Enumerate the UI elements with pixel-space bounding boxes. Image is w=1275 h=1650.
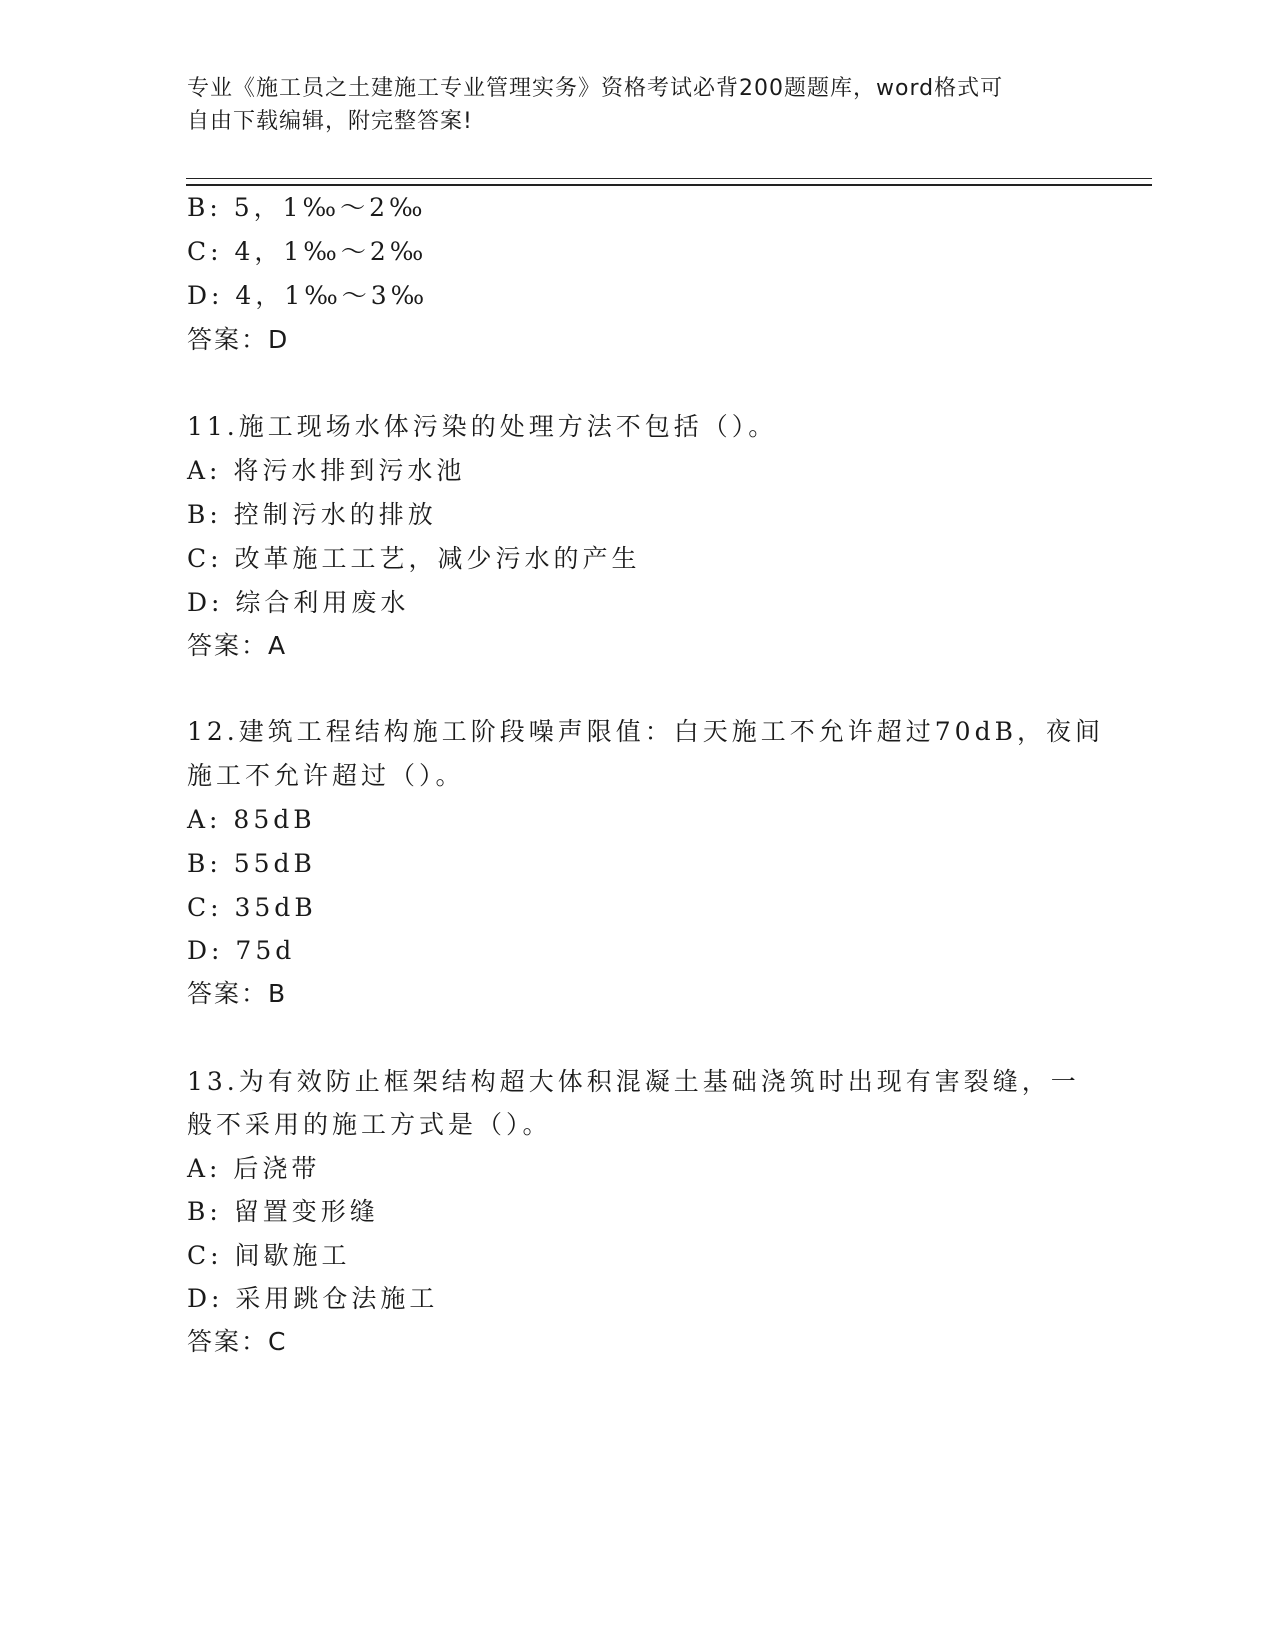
- q12-stem-line-1: 12.建筑工程结构施工阶段噪声限值：白天施工不允许超过70dB，夜间: [187, 717, 1104, 746]
- document-header: [187, 72, 1087, 138]
- q10-option-d: D: 4，1‰～3‰: [187, 281, 429, 310]
- q13-option-d: D: 采用跳仓法施工: [187, 1284, 439, 1313]
- q11-option-a: A: 将污水排到污水池: [187, 456, 466, 485]
- q12-answer: 答案：B: [187, 979, 288, 1008]
- q10-option-b: B: 5，1‰～2‰: [187, 193, 427, 222]
- q12-option-b: B: 55dB: [187, 849, 316, 878]
- header-title-line-1: 专业《施工员之土建施工专业管理实务》资格考试必背200题题库，word格式可: [187, 76, 1004, 101]
- q12-option-d: D: 75d: [187, 936, 296, 965]
- q12-stem-line-2: 施工不允许超过（）。: [187, 761, 465, 790]
- q13-option-a: A: 后浇带: [187, 1154, 321, 1183]
- q13-stem-line-1: 13.为有效防止框架结构超大体积混凝土基础浇筑时出现有害裂缝，一: [187, 1067, 1080, 1096]
- q11-answer: 答案：A: [187, 631, 288, 660]
- q10-option-c: C: 4，1‰～2‰: [187, 237, 428, 266]
- header-divider: [186, 178, 1152, 186]
- q12-option-a: A: 85dB: [187, 805, 316, 834]
- q13-option-c: C: 间歇施工: [187, 1241, 351, 1270]
- q13-option-b: B: 留置变形缝: [187, 1197, 379, 1226]
- q12-option-c: C: 35dB: [187, 893, 317, 922]
- q11-stem: 11.施工现场水体污染的处理方法不包括（）。: [187, 412, 778, 441]
- q11-option-c: C: 改革施工工艺，减少污水的产生: [187, 544, 641, 573]
- q11-option-b: B: 控制污水的排放: [187, 500, 437, 529]
- q11-option-d: D: 综合利用废水: [187, 588, 410, 617]
- q13-answer: 答案：C: [187, 1327, 288, 1356]
- q10-answer: 答案：D: [187, 325, 290, 354]
- q13-stem-line-2: 般不采用的施工方式是（）。: [187, 1110, 552, 1139]
- header-title-line-2: 自由下载编辑，附完整答案!: [187, 109, 473, 134]
